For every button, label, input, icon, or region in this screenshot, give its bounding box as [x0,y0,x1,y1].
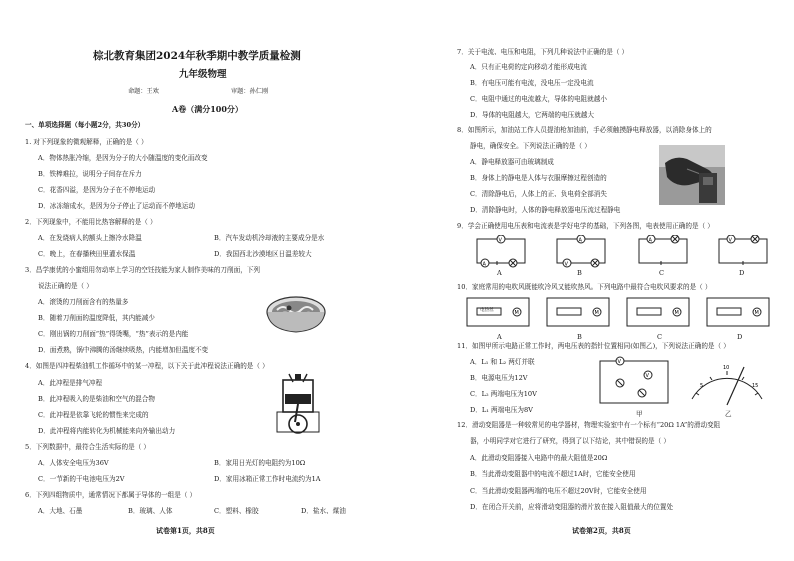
q11-option-b[interactable]: B．电源电压为12V [470,374,528,382]
q1-option-d[interactable]: D．冰冻缩成水，是因为分子停止了运动而不停地运动 [38,202,195,210]
q4-option-b[interactable]: B．此冲程吸入的是柴油和空气的混合物 [38,395,155,403]
q10-label-a: A [497,333,502,341]
q8-option-c[interactable]: C．清除静电后，人体上的正、负电荷全部消失 [470,190,607,198]
svg-text:V: V [617,359,621,365]
q4-option-c[interactable]: C．此冲程是依靠飞轮的惯性来完成的 [38,411,149,419]
q11-circuit-jia [600,357,668,403]
page-1-footer: 试卷第1页，共8页 [156,526,215,535]
section-a-title: A卷（满分100分） [172,104,243,114]
q5-option-a[interactable]: A．人体安全电压为36V [38,459,109,467]
q1-option-a[interactable]: A．物体热胀冷缩，是因为分子的大小随温度的变化而改变 [38,154,208,162]
q11-label-jia: 甲 [636,410,643,418]
q9-circuit-a[interactable] [477,235,525,268]
q4-option-d[interactable]: D．此冲程将内能转化为机械能来向外输出动力 [38,427,176,435]
q1-option-c[interactable]: C．花香四溢，是因为分子在不停地运动 [38,186,156,194]
q12-option-a[interactable]: A．此滑动变阻器接入电路中的最大阻值是20Ω [470,454,608,462]
q7-option-a[interactable]: A．只有正电荷的定向移动才能形成电流 [470,63,587,71]
svg-text:M: M [594,310,599,316]
q4-stem: 4．如图是四冲程柴油机工作循环中的某一冲程，以下关于此冲程说法正确的是（ ） [25,362,269,370]
q3-stem: 3．昌学康优的小蜜组用勿动率上学习的空饪技能为家人制作美味的刀削面，下列 [25,266,260,274]
q8-option-a[interactable]: A．静电释放器可由玻璃制成 [470,158,554,166]
svg-text:M: M [754,310,759,316]
q12-option-b[interactable]: B．当此滑动变阻器中的电流不超过1A时，它能安全使用 [470,470,636,478]
q9-circuit-c[interactable] [639,235,687,265]
page-2-footer: 试卷第2页，共8页 [572,526,631,535]
svg-text:V: V [728,237,732,244]
q2-option-b[interactable]: B．汽车发动机冷却液的主要成分是水 [214,234,325,242]
q6-option-b[interactable]: B．玻璃、人体 [128,507,173,515]
svg-text:V: V [498,237,502,244]
q11-voltmeter-yi [692,365,762,405]
svg-text:M: M [674,310,679,316]
q11-option-c[interactable]: C．L₂ 两端电压为10V [470,390,537,398]
q4-option-a[interactable]: A．此冲程是排气冲程 [38,379,103,387]
q7-option-b[interactable]: B．有电压可能有电流，没电压一定没电流 [470,79,594,87]
q7-option-d[interactable]: D．导体的电阻越大，它两端的电压就越大 [470,111,594,119]
q11-circuit-and-meter [592,353,772,419]
proposer: 命题：王欢 [128,88,159,95]
q8-option-d[interactable]: D．清除静电时，人体的静电释放器电压流过程静电 [470,206,621,214]
q8-option-b[interactable]: B．身体上的静电是人体与衣服摩擦过程创造的 [470,174,607,182]
exam-title: 棕北教育集团2024年秋季期中教学质量检测 [93,50,301,62]
q8-stem: 8．如图所示，加油站工作人员提油枪加油前，手必须触摸静电释放器，以消除身体上的 [457,126,712,134]
q10-label-b: B [577,333,582,341]
noodle-bowl-image [265,290,327,340]
q5-option-c[interactable]: C．一节新的干电池电压为2V [38,475,125,483]
svg-text:A: A [648,237,652,244]
q2-option-c[interactable]: C．晚上，在春播秧田里灌水保温 [38,250,136,258]
q10-circuit-b[interactable] [547,298,609,326]
q10-label-d: D [737,333,743,341]
q2-option-d[interactable]: D．我国西北沙漠地区日温差较大 [214,250,312,258]
q9-circuit-b[interactable] [557,235,605,268]
q9-label-a: A [497,269,502,277]
q2-option-a[interactable]: A．在发烧病人的额头上擦冷水降温 [38,234,142,242]
q10-circuit-c[interactable] [627,298,689,326]
q3-option-a[interactable]: A．滚烫的刀削面含有的热量多 [38,298,129,306]
svg-text:15: 15 [752,383,759,389]
q7-option-c[interactable]: C．电阻中通过的电流越大，导体的电阻就越小 [470,95,607,103]
q6-option-c[interactable]: C．塑料、橡胶 [214,507,259,515]
svg-text:A: A [578,237,582,244]
q6-option-a[interactable]: A．大地、石墨 [38,507,83,515]
svg-text:10: 10 [723,365,730,371]
svg-text:5: 5 [700,383,704,389]
q12-option-d[interactable]: D．在闭合开关前，应将滑动变阻器的滑片放在接入阻值最大的位置处 [470,503,674,511]
q11-option-a[interactable]: A．L₁ 和 L₂ 两灯并联 [470,358,535,366]
q2-stem: 2．下列现象中，不能用比热容解释的是（ ） [25,218,157,226]
q10-circuit-diagrams [461,294,779,332]
q10-circuit-a[interactable] [467,298,529,326]
q1-option-b[interactable]: B．铁棒难拉，说明分子间存在斥力 [38,170,142,178]
q9-circuit-diagrams [457,235,777,279]
q11-stem: 11．如图甲所示电路正常工作时，两电压表的指针位置相同(如图乙)，下列说法正确的是（ ） [457,342,730,350]
q10-heater-label: 电热丝 [480,308,494,313]
q3-option-d[interactable]: D．面煮熟，锅中沸腾的汤继续吸热，内能增加但温度不变 [38,346,209,354]
q9-label-b: B [577,269,582,277]
q3-stem-cont: 说法正确的是（ ） [38,282,93,290]
q1-stem: 1. 对下列现象的微观解释，正确的是（ ） [25,138,148,146]
svg-text:V: V [564,261,568,268]
q11-label-yi: 乙 [725,410,732,418]
static-discharge-photo [659,145,725,205]
svg-text:A: A [482,261,486,268]
q12-stem-cont: 器，小明同学对它进行了研究，得到了以下结论，其中错误的是（ ） [470,437,670,445]
svg-text:M: M [514,310,519,316]
q3-option-b[interactable]: B．随着刀削面的温度降低，其内能减少 [38,314,155,322]
q10-stem: 10．家庭常用的电吹风既能吹冷风又能吹热风。下列电路中最符合电吹风要求的是（ ） [457,283,712,291]
page-2 [397,0,794,561]
part-1-heading: 一、单项选择题（每小题2分，共30分） [25,121,145,129]
svg-text:V: V [645,373,649,379]
q5-option-b[interactable]: B．家用日光灯的电阻约为10Ω [214,459,306,467]
engine-stroke-diagram [273,372,323,438]
q12-stem: 12．滑动变阻器是一种较常见的电学器材，物理实验室中有一个标有“20Ω 1A”的滑动变阻 [457,421,721,429]
q5-option-d[interactable]: D．家用冰箱正常工作时电流约为1A [214,475,321,483]
q9-circuit-d[interactable] [719,235,767,265]
reviewer: 审题：孙仁刚 [231,88,269,95]
q8-stem-cont: 静电，确保安全。下列说法正确的是（ ） [470,142,591,150]
q9-label-c: C [659,269,665,277]
q9-stem: 9．学会正确使用电压表和电流表是学好电学的基础，下列各图，电表使用正确的是（ ） [457,222,714,230]
q5-stem: 5．下列数据中，最符合生活实际的是（ ） [25,443,150,451]
q7-stem: 7．关于电流、电压和电阻，下列几种说法中正确的是（ ） [457,48,629,56]
q3-option-c[interactable]: C．刚出锅的刀削面“热”得烫嘴，“热”表示的是内能 [38,330,189,338]
q10-circuit-d[interactable] [707,298,769,326]
exam-subject: 九年级物理 [179,69,227,80]
q6-option-d[interactable]: D．盐水、煤油 [301,507,346,515]
q12-option-c[interactable]: C．当此滑动变阻器两端的电压不超过20V时，它能安全使用 [470,487,647,495]
q9-label-d: D [739,269,745,277]
q10-label-c: C [657,333,663,341]
q11-option-d[interactable]: D．L₁ 两端电压为8V [470,406,533,414]
q6-stem: 6．下列四组物质中，通常情况下都属于导体的一组是（ ） [25,491,197,499]
